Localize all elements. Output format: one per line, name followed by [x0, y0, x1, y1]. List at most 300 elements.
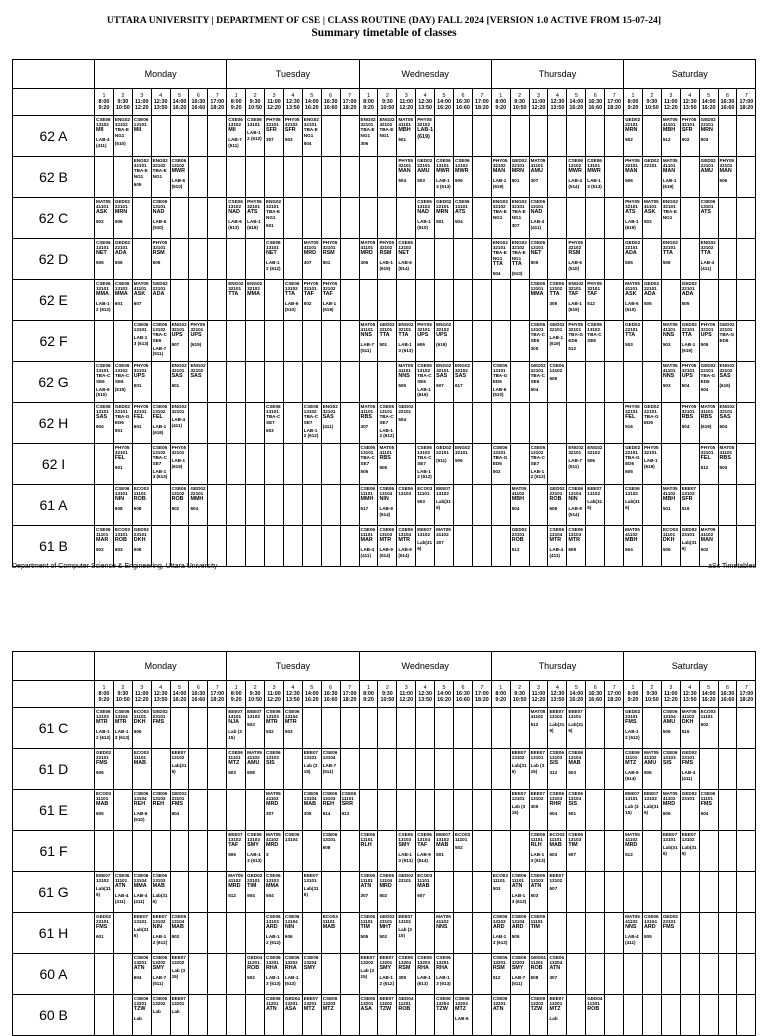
room-number: LAB-1 3 (613) — [152, 468, 168, 480]
teacher-code: FEL — [152, 414, 163, 421]
teacher-code: SMY — [247, 842, 259, 849]
class-cell — [416, 872, 435, 913]
period-header — [378, 89, 397, 116]
room-number: 502 — [266, 729, 274, 735]
class-cell — [151, 872, 170, 913]
class-cell — [189, 526, 208, 567]
period-start: 9:30 — [249, 691, 261, 697]
class-cell — [454, 749, 473, 790]
course-code: ECO03 11101 — [700, 709, 716, 720]
room-number: 505 — [379, 465, 388, 471]
teacher-code: NET — [530, 250, 542, 257]
class-cell — [586, 708, 605, 749]
room-number: 505 — [360, 934, 369, 940]
teacher-code: MWR — [568, 168, 582, 175]
period-end: 13:50 — [418, 697, 433, 703]
teacher-code: ADA — [114, 250, 127, 257]
course-code: CSE06 13103 — [266, 709, 281, 720]
class-cell — [548, 444, 567, 485]
room-number: 504 — [398, 417, 406, 423]
class-cell — [624, 708, 643, 749]
room-number: 502 — [700, 722, 709, 728]
class-cell — [586, 321, 605, 362]
period-start: 16:30 — [456, 99, 470, 105]
course-code: CSE06 13203 — [417, 955, 432, 966]
room-number: LAB-4 (411) — [360, 547, 375, 558]
class-cell — [113, 872, 132, 913]
course-code: CSE06 13102 TBA-CSE6 — [152, 322, 168, 343]
course-code: GED02 22101 — [511, 158, 527, 169]
course-code: CSE06 13103 — [398, 832, 413, 843]
class-cell — [718, 362, 737, 403]
room-number: 502 — [171, 506, 180, 512]
class-cell — [699, 831, 718, 872]
class-cell — [189, 485, 208, 526]
course-code: CSE06 13101 TBA-CSE7 — [266, 404, 281, 425]
teacher-code: ROB — [530, 965, 543, 972]
course-code: GED02 22101 TBA-CSE6 — [530, 363, 546, 384]
room-number: 305 — [303, 811, 312, 817]
room-number: LAB-1 2 (612) — [530, 468, 546, 480]
course-code: PHY05 32101 — [719, 158, 735, 169]
room-number: (619) — [190, 342, 202, 348]
class-cell — [529, 239, 548, 280]
course-code: MAT05 41102 — [247, 750, 262, 761]
class-cell — [491, 526, 510, 567]
teacher-code: MTZ — [549, 1006, 561, 1013]
class-cell — [416, 831, 435, 872]
class-cell — [265, 485, 284, 526]
teacher-code: SRR — [341, 801, 353, 808]
period-start: 8:00 — [627, 99, 639, 105]
course-code: GED02 22101 — [114, 199, 130, 210]
class-cell — [699, 198, 718, 239]
course-code: CSE06 13102 — [152, 404, 168, 415]
teacher-code: MAB — [417, 883, 430, 890]
class-cell — [265, 872, 284, 913]
course-code: GED02 22101 TBA-GED6 — [719, 322, 735, 343]
class-cell — [699, 321, 718, 362]
class-cell — [605, 403, 624, 444]
group-label: 62 G — [13, 362, 95, 403]
period-header — [510, 89, 529, 116]
class-cell — [378, 872, 397, 913]
teacher-code: RSM — [492, 965, 505, 972]
class-cell — [378, 116, 397, 157]
teacher-code: ATS — [700, 209, 712, 216]
teacher-code: MAN — [662, 168, 676, 175]
course-code: CSE06 13102 TBA-CSE7 — [530, 445, 546, 466]
period-header — [491, 681, 510, 708]
room-number: LAB-1 (613) — [417, 975, 431, 986]
class-cell — [132, 444, 151, 485]
course-code: EEE07 13101 — [303, 873, 319, 884]
teacher-code: MMH — [360, 496, 374, 503]
class-cell — [283, 239, 302, 280]
class-cell — [265, 321, 284, 362]
class-cell — [567, 280, 586, 321]
corner-cell — [13, 652, 95, 681]
period-end: 13:50 — [153, 105, 168, 111]
course-code: CSE06 13102 — [171, 486, 187, 497]
course-code: CSE06 11101 — [511, 873, 527, 884]
class-cell — [95, 362, 114, 403]
room-number: LAB-7 (511) — [322, 763, 337, 774]
course-code: MAT05 41102 — [700, 527, 716, 538]
course-code: PHY05 32101 — [625, 199, 640, 210]
class-cell — [151, 526, 170, 567]
class-cell — [397, 157, 416, 198]
period-number: 7 — [744, 685, 748, 691]
room-number: LAB-6 (510) — [568, 260, 582, 271]
teacher-code: ASK — [96, 209, 108, 216]
class-cell — [170, 198, 189, 239]
class-cell — [605, 872, 624, 913]
class-cell — [132, 362, 151, 403]
room-number: 503 — [662, 383, 671, 389]
period-number: 5 — [310, 93, 314, 99]
class-cell — [510, 280, 529, 321]
course-code: PHY05 32101 — [681, 363, 697, 374]
course-code: CSE06 13104 — [417, 832, 432, 843]
group-row — [13, 790, 756, 831]
teacher-code: SAS — [96, 414, 108, 421]
course-code: CSE06 13102 TBA-CSE7 — [417, 445, 432, 466]
room-number: LAB-6 (510) — [171, 178, 186, 189]
class-cell — [435, 708, 454, 749]
period-end: 16:20 — [701, 105, 716, 111]
class-cell — [472, 157, 491, 198]
period-header — [624, 89, 643, 116]
room-number: 607 — [568, 852, 577, 858]
class-cell — [548, 239, 567, 280]
period-end: 12:20 — [399, 105, 414, 111]
class-cell — [699, 995, 718, 1036]
course-code: CSE06 13101 TBA-CSE6 — [96, 363, 111, 384]
course-code: MAT05 41102 — [228, 873, 243, 884]
class-cell — [151, 485, 170, 526]
period-number: 6 — [196, 93, 200, 99]
class-cell — [321, 708, 340, 749]
teacher-code: SFR — [284, 127, 296, 134]
class-cell — [132, 749, 151, 790]
class-cell — [359, 198, 378, 239]
teacher-code: UPS — [171, 332, 183, 339]
room-number: 503 — [568, 770, 577, 776]
room-number: 608 — [114, 506, 123, 512]
room-number: (619) — [700, 424, 712, 430]
room-number: 502 — [379, 893, 388, 899]
class-cell — [529, 708, 548, 749]
room-number: 505 — [96, 260, 104, 266]
period-start: 14:00 — [569, 99, 584, 105]
class-cell — [454, 239, 473, 280]
class-cell — [737, 239, 756, 280]
class-cell — [605, 362, 624, 403]
course-code: CSE06 13104 — [322, 750, 338, 761]
period-number: 4 — [688, 685, 692, 691]
class-cell — [189, 913, 208, 954]
class-cell — [151, 157, 170, 198]
day-header: Tuesday — [227, 652, 359, 681]
group-row — [13, 403, 756, 444]
teacher-code: RSM — [322, 250, 335, 257]
group-label: 62 B — [13, 157, 95, 198]
period-end: 9:20 — [495, 105, 507, 111]
group-label: 62 C — [13, 198, 95, 239]
room-number: LAB-1 3 (613) — [587, 178, 602, 189]
class-cell — [737, 790, 756, 831]
room-number: LAB-1 3 (613) — [133, 335, 149, 346]
room-number: 501 — [114, 465, 123, 471]
class-cell — [510, 403, 529, 444]
class-cell — [246, 444, 265, 485]
room-number: LAB-7 (511) — [360, 342, 375, 353]
class-cell — [661, 708, 680, 749]
room-number: 516 — [681, 729, 690, 735]
course-code: CSE06 13101 — [322, 832, 338, 843]
class-cell — [359, 239, 378, 280]
period-header — [680, 681, 699, 708]
class-cell — [113, 913, 132, 954]
room-number: 506 — [228, 852, 236, 858]
class-cell — [435, 913, 454, 954]
period-number: 1 — [234, 93, 238, 99]
period-end: 16:20 — [437, 697, 451, 703]
room-number: 608 — [247, 770, 255, 776]
class-cell — [510, 321, 529, 362]
teacher-code: RBS — [379, 455, 391, 462]
class-cell — [340, 280, 359, 321]
period-end: 10:50 — [512, 105, 527, 111]
class-cell — [699, 526, 718, 567]
class-cell — [624, 872, 643, 913]
teacher-code: FMS — [700, 801, 713, 808]
period-end: 16:60 — [720, 105, 735, 111]
room-number: LAB-9 (514) — [379, 506, 393, 517]
room-number: LAB-1 (510) — [417, 219, 431, 230]
course-code: EEE07 13102 — [436, 486, 451, 497]
teacher-code: ADA — [681, 291, 694, 298]
period-end: 10:50 — [115, 697, 130, 703]
class-cell — [435, 116, 454, 157]
class-cell — [95, 913, 114, 954]
course-code: ENG02 32101 — [455, 445, 471, 456]
room-number: 506 — [662, 260, 671, 266]
teacher-code: NET — [266, 250, 277, 257]
course-code: EEE07 13101 — [303, 750, 319, 761]
period-start: 17:00 — [739, 691, 754, 697]
class-cell — [699, 239, 718, 280]
teacher-code: UPS — [133, 373, 145, 380]
class-cell — [189, 403, 208, 444]
course-code: CSE06 13102 — [625, 486, 640, 497]
room-number: 307 — [549, 975, 558, 981]
class-cell — [435, 157, 454, 198]
period-header — [510, 681, 529, 708]
class-cell — [680, 485, 699, 526]
teacher-code: ROB — [133, 496, 146, 503]
class-cell — [246, 280, 265, 321]
period-header — [151, 89, 170, 116]
course-code: EEE07 13101 — [568, 709, 583, 720]
timetable — [12, 59, 756, 567]
class-cell — [227, 116, 246, 157]
class-cell — [718, 913, 737, 954]
course-code: CSE06 13101 — [247, 117, 262, 128]
day-header: Saturday — [624, 60, 756, 89]
class-cell — [283, 913, 302, 954]
room-number: 307 — [266, 811, 274, 817]
class-cell — [454, 708, 473, 749]
class-cell — [472, 239, 491, 280]
teacher-code: AMU — [662, 719, 676, 726]
class-cell — [718, 198, 737, 239]
class-cell — [359, 280, 378, 321]
room-number: LAB-1 (619) — [681, 342, 696, 353]
class-cell — [359, 831, 378, 872]
course-code: CSE06 13101 — [96, 240, 111, 251]
period-header — [283, 89, 302, 116]
class-cell — [586, 831, 605, 872]
course-code: GED02 23101 — [171, 791, 187, 802]
class-cell — [586, 995, 605, 1036]
teacher-code: TAF — [568, 291, 579, 298]
room-number: Lab (315) — [530, 763, 545, 774]
room-number: 504 — [719, 424, 728, 430]
class-cell — [680, 403, 699, 444]
class-cell — [435, 790, 454, 831]
class-cell — [680, 444, 699, 485]
room-number: Lab (315) — [511, 804, 526, 815]
class-cell — [113, 239, 132, 280]
class-cell — [605, 444, 624, 485]
teacher-code: AMU — [247, 760, 260, 767]
course-code: MAT05 41101 — [662, 117, 678, 128]
class-cell — [567, 198, 586, 239]
period-end: 13:50 — [550, 105, 565, 111]
class-cell — [170, 280, 189, 321]
course-code: GED02 23101 — [681, 527, 697, 538]
period-number: 7 — [612, 93, 616, 99]
teacher-code: ASA — [284, 1006, 297, 1013]
class-cell — [321, 913, 340, 954]
class-cell — [718, 403, 737, 444]
teacher-code: MAN — [398, 168, 411, 175]
class-cell — [548, 321, 567, 362]
class-cell — [246, 913, 265, 954]
class-cell — [113, 526, 132, 567]
class-cell — [737, 403, 756, 444]
course-code: EEE07 13102 — [417, 527, 432, 538]
class-cell — [661, 239, 680, 280]
period-header — [132, 89, 151, 116]
teacher-code: ATN — [133, 965, 145, 972]
room-number: LAB-1 (619) — [643, 458, 658, 469]
teacher-code: SMY — [152, 965, 165, 972]
class-cell — [435, 954, 454, 995]
period-number: 5 — [310, 685, 314, 691]
class-cell — [340, 526, 359, 567]
period-start: 9:30 — [646, 691, 658, 697]
period-start: 14:00 — [172, 99, 187, 105]
class-cell — [227, 831, 246, 872]
room-number: Lab(31 6) — [96, 886, 111, 897]
class-cell — [624, 444, 643, 485]
period-start: 11:00 — [664, 691, 678, 697]
room-number: LAB-7 (511) — [152, 975, 167, 986]
course-code: CSE06 13102 — [284, 281, 300, 292]
period-number: 1 — [366, 685, 370, 691]
class-cell — [454, 485, 473, 526]
class-cell — [170, 526, 189, 567]
teacher-code: MRN — [511, 168, 524, 175]
class-cell — [586, 157, 605, 198]
class-cell — [472, 708, 491, 749]
class-cell — [491, 444, 510, 485]
teacher-code: TTA — [625, 332, 636, 339]
course-code: CSE06 13103 — [549, 750, 565, 761]
class-cell — [642, 239, 661, 280]
room-number: 512 — [511, 547, 520, 553]
course-code: ECO03 11101 — [492, 873, 508, 884]
course-code: MAT05 41101 — [700, 404, 716, 415]
period-start: 17:00 — [607, 99, 622, 105]
room-number: Lab(31 6) — [568, 722, 584, 733]
teacher-code: FEL — [625, 414, 636, 421]
course-code: GED04 13201 — [284, 996, 300, 1007]
course-code: CSE06 11101 — [228, 750, 243, 761]
class-cell — [491, 280, 510, 321]
class-cell — [605, 749, 624, 790]
room-number: 505 — [360, 468, 369, 474]
class-cell — [265, 995, 284, 1036]
room-number: LAB-1 2 (612) — [96, 301, 111, 312]
room-number: 312 — [549, 770, 558, 776]
teacher-code: MRD — [266, 842, 279, 849]
class-cell — [605, 321, 624, 362]
class-cell — [302, 485, 321, 526]
course-code: GED02 23101 — [96, 750, 112, 761]
class-cell — [661, 444, 680, 485]
class-cell — [340, 749, 359, 790]
course-code: ECO03 11101 — [96, 791, 112, 802]
class-cell — [265, 280, 284, 321]
class-cell — [491, 954, 510, 995]
teacher-code: MAB — [549, 842, 562, 849]
teacher-code: TAF — [322, 291, 333, 298]
class-cell — [718, 831, 737, 872]
course-code: GED02 23101 — [549, 486, 565, 497]
course-code: ENG02 32101 — [171, 363, 187, 374]
class-cell — [189, 280, 208, 321]
room-number: 607 — [133, 301, 142, 307]
class-cell — [586, 872, 605, 913]
room-number: 505 — [549, 376, 558, 382]
teacher-code: NAD — [530, 209, 543, 216]
room-number: 503 — [700, 137, 709, 143]
course-code: CSE06 13103 — [568, 832, 583, 843]
period-end: 16:60 — [588, 697, 603, 703]
room-number: 505 — [625, 260, 633, 266]
class-cell — [416, 239, 435, 280]
room-number: LAB-1 3 (613) — [492, 934, 508, 945]
room-number: 502 — [171, 934, 180, 940]
class-cell — [510, 526, 529, 567]
period-start: 17:00 — [474, 99, 489, 105]
course-code: GED02 22101 — [190, 486, 206, 497]
teacher-code: SAS — [719, 373, 731, 380]
